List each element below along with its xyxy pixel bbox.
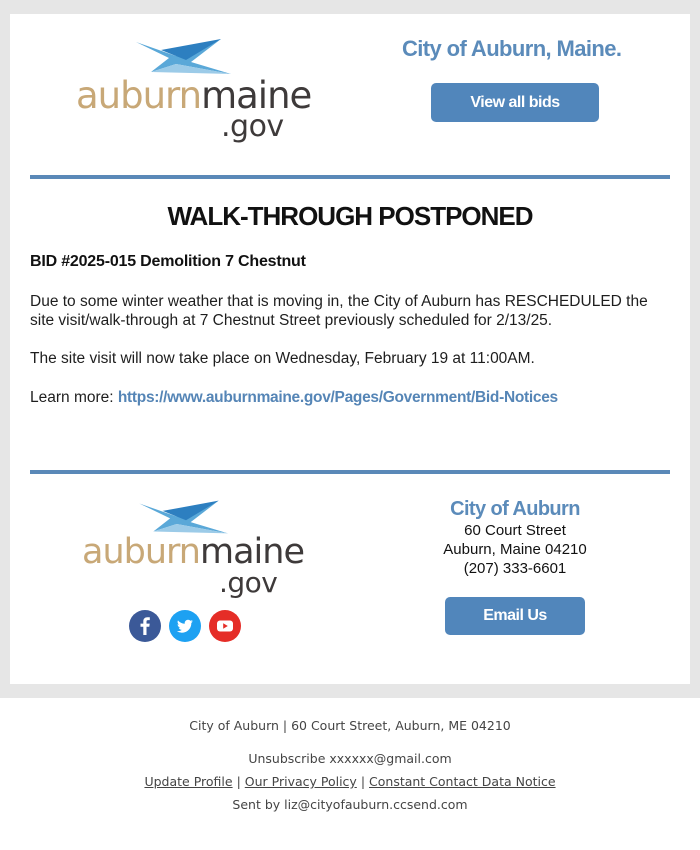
logo-maine: maine — [201, 74, 312, 117]
notice-paragraph-2: The site visit will now take place on Wednesday, February 19 at 11:00AM. — [30, 350, 535, 367]
link-separator: | — [236, 774, 241, 789]
privacy-policy-link[interactable]: Our Privacy Policy — [244, 774, 357, 789]
view-all-bids-button[interactable]: View all bids — [431, 83, 599, 122]
city-title: City of Auburn, Maine. — [402, 36, 622, 61]
bird-wing-icon — [131, 34, 361, 79]
header-divider — [30, 175, 670, 179]
facebook-icon[interactable] — [129, 610, 161, 642]
logo-auburn: auburn — [82, 532, 200, 572]
notice-headline: WALK-THROUGH POSTPONED — [167, 201, 533, 231]
twitter-icon[interactable] — [169, 610, 201, 642]
contact-phone: (207) 333-6601 — [463, 560, 567, 577]
footer-divider — [30, 470, 670, 474]
notice-paragraph-1: Due to some winter weather that is moving in, the City of Auburn has RESCHEDULED the site visit/walk-through at 7 Chestnut Street previously scheduled for 2/13/25. — [30, 293, 648, 329]
data-notice-link[interactable]: Constant Contact Data Notice — [369, 774, 556, 789]
logo-maine: maine — [200, 532, 304, 572]
footer-address: City of Auburn | 60 Court Street, Auburn, ME 04210 — [189, 718, 511, 733]
auburnmaine-logo[interactable] — [76, 34, 312, 144]
bid-notices-link[interactable]: https://www.auburnmaine.gov/Pages/Government/Bid-Notices — [117, 389, 558, 406]
unsubscribe-link[interactable]: Unsubscribe — [248, 751, 326, 766]
logo-auburn: auburn — [76, 74, 202, 117]
logo-gov: .gov — [219, 566, 278, 599]
update-profile-link[interactable]: Update Profile — [144, 774, 233, 789]
unsubscribe-line — [0, 751, 700, 766]
unsubscribe-email: xxxxxx@gmail.com — [329, 751, 452, 766]
contact-name: City of Auburn — [450, 498, 580, 520]
email-footer — [0, 698, 700, 850]
sent-by: Sent by liz@cityofauburn.ccsend.com — [232, 797, 468, 812]
logo-gov: .gov — [221, 109, 284, 144]
contact-city: Auburn, Maine 04210 — [443, 541, 587, 558]
learn-more-prefix: Learn more: — [30, 389, 118, 406]
email-card — [10, 14, 690, 684]
contact-street: 60 Court Street — [464, 522, 566, 539]
email-us-button[interactable]: Email Us — [445, 597, 585, 635]
youtube-icon[interactable] — [209, 610, 241, 642]
learn-more-line — [30, 388, 670, 407]
auburnmaine-logo-footer[interactable] — [82, 496, 304, 599]
bid-title: BID #2025-015 Demolition 7 Chestnut — [30, 253, 306, 270]
link-separator: | — [360, 774, 366, 789]
footer-links — [0, 774, 700, 789]
